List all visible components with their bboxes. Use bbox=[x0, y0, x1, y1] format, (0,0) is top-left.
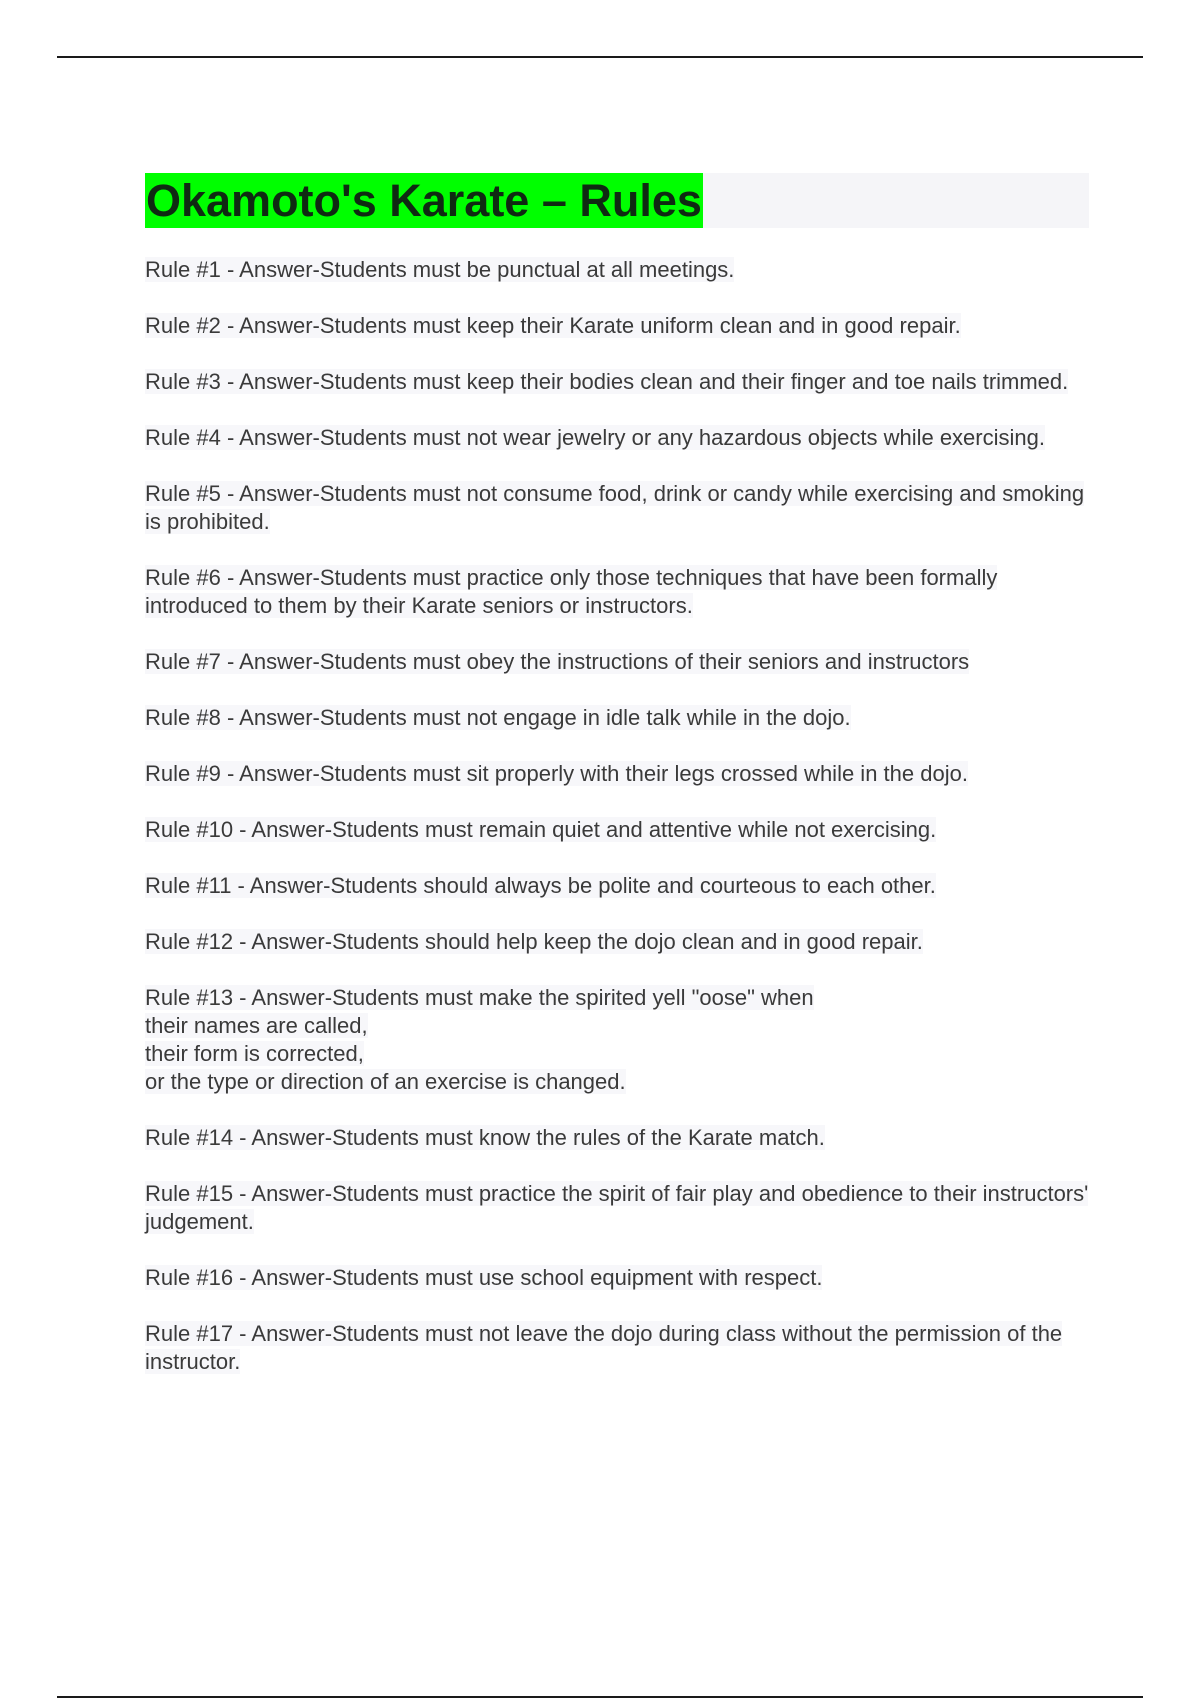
rule-text: Rule #5 - Answer-Students must not consume food, drink or candy while exercising and smoking is prohibited. bbox=[145, 481, 1085, 534]
rule-text: Rule #17 - Answer-Students must not leave the dojo during class without the permission of the instructor. bbox=[145, 1321, 1063, 1374]
rule-item bbox=[145, 928, 1089, 956]
rule-13-line-3 bbox=[145, 1040, 1089, 1068]
rule-item bbox=[145, 1264, 1089, 1292]
rule-text: Rule #2 - Answer-Students must keep their Karate uniform clean and in good repair. bbox=[145, 313, 961, 338]
rule-item bbox=[145, 480, 1089, 536]
rule-item bbox=[145, 816, 1089, 844]
rule-13-line-4 bbox=[145, 1068, 1089, 1096]
rule-item bbox=[145, 424, 1089, 452]
rule-13-line-2-text: their names are called, bbox=[145, 1013, 368, 1038]
rule-text: Rule #11 - Answer-Students should always be polite and courteous to each other. bbox=[145, 873, 936, 898]
rule-13-line-1-text: Rule #13 - Answer-Students must make the spirited yell "oose" when bbox=[145, 985, 814, 1010]
document-body bbox=[145, 173, 1089, 1404]
rule-13-line-1 bbox=[145, 984, 1089, 1012]
rule-text: Rule #9 - Answer-Students must sit properly with their legs crossed while in the dojo. bbox=[145, 761, 968, 786]
rule-text: Rule #12 - Answer-Students should help keep the dojo clean and in good repair. bbox=[145, 929, 923, 954]
rule-item bbox=[145, 312, 1089, 340]
rule-item bbox=[145, 760, 1089, 788]
rule-13-line-2 bbox=[145, 1012, 1089, 1040]
rule-item-13 bbox=[145, 984, 1089, 1096]
rule-text: Rule #4 - Answer-Students must not wear jewelry or any hazardous objects while exercising. bbox=[145, 425, 1045, 450]
rule-item bbox=[145, 1124, 1089, 1152]
rule-text: Rule #3 - Answer-Students must keep their bodies clean and their finger and toe nails trimmed. bbox=[145, 369, 1069, 394]
rule-item bbox=[145, 256, 1089, 284]
rule-item bbox=[145, 1180, 1089, 1236]
rule-text: Rule #16 - Answer-Students must use school equipment with respect. bbox=[145, 1265, 823, 1290]
rule-text: Rule #15 - Answer-Students must practice the spirit of fair play and obedience to their instructors' judgement. bbox=[145, 1181, 1089, 1234]
rule-text: Rule #6 - Answer-Students must practice only those techniques that have been formally introduced to them by their Karate seniors or instructors. bbox=[145, 565, 998, 618]
rule-text: Rule #10 - Answer-Students must remain quiet and attentive while not exercising. bbox=[145, 817, 937, 842]
rule-text: Rule #8 - Answer-Students must not engage in idle talk while in the dojo. bbox=[145, 705, 851, 730]
bottom-divider bbox=[57, 1696, 1143, 1698]
rule-item bbox=[145, 1320, 1089, 1376]
rule-item bbox=[145, 704, 1089, 732]
rule-text: Rule #1 - Answer-Students must be punctual at all meetings. bbox=[145, 257, 735, 282]
rule-item bbox=[145, 648, 1089, 676]
rule-13-line-3-text: their form is corrected, bbox=[145, 1041, 364, 1066]
rule-item bbox=[145, 564, 1089, 620]
rule-13-line-4-text: or the type or direction of an exercise is changed. bbox=[145, 1069, 626, 1094]
title-bar bbox=[145, 173, 1089, 228]
top-divider bbox=[57, 56, 1143, 58]
page-title: Okamoto's Karate – Rules bbox=[146, 175, 702, 226]
rule-text: Rule #14 - Answer-Students must know the rules of the Karate match. bbox=[145, 1125, 825, 1150]
rule-item bbox=[145, 872, 1089, 900]
rule-item bbox=[145, 368, 1089, 396]
rules-list bbox=[145, 256, 1089, 1376]
rule-text: Rule #7 - Answer-Students must obey the instructions of their seniors and instructors bbox=[145, 649, 970, 674]
